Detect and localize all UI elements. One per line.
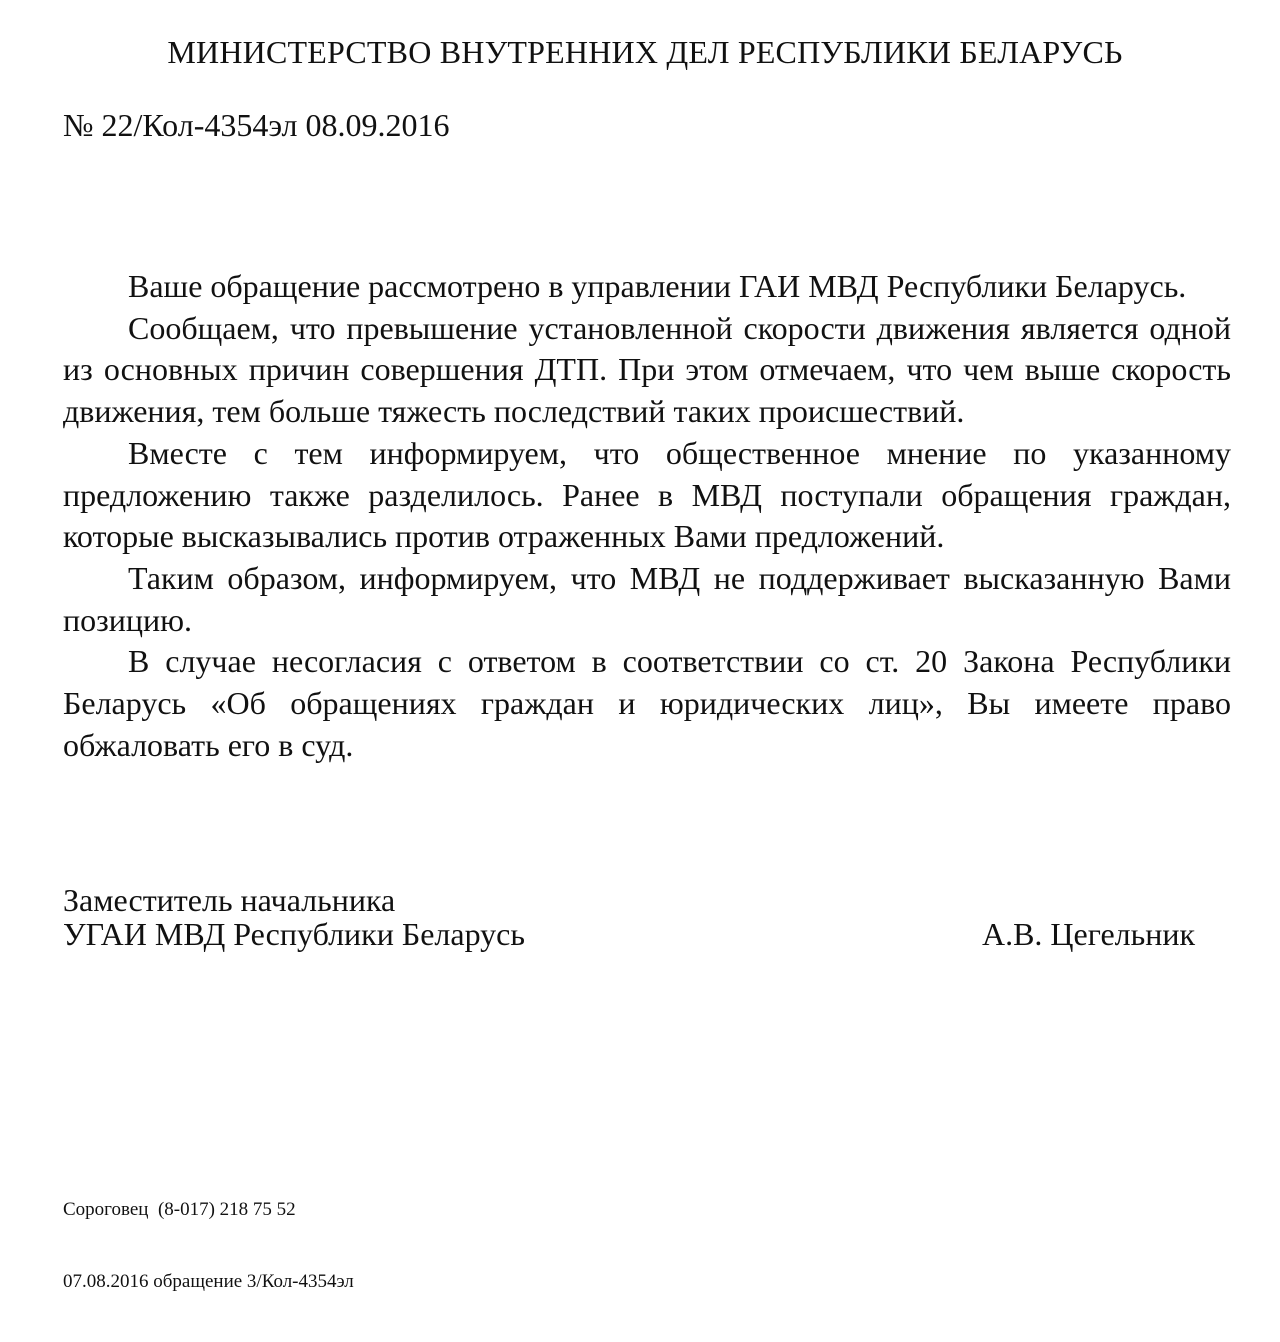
document-number-date: № 22/Кол-4354эл 08.09.2016 (63, 107, 450, 143)
paragraph-appeal-rights: В случае несогласия с ответом в соответствии со ст. 20 Закона Республики Беларусь «Об обращениях граждан и юридических лиц», Вы имеете право обжаловать его в суд. (63, 643, 1231, 763)
footer-notes (63, 1150, 354, 1342)
ministry-header: МИНИСТЕРСТВО ВНУТРЕННИХ ДЕЛ РЕСПУБЛИКИ БЕЛАРУСЬ (167, 34, 1123, 70)
reference-note: 07.08.2016 обращение 3/Кол-4354эл (63, 1271, 354, 1292)
signature-line (63, 917, 1203, 951)
signatory-name: А.В. Цегельник (981, 916, 1195, 952)
executor-contact: Сороговец (8-017) 218 75 52 (63, 1199, 296, 1220)
paragraph-public-opinion: Вместе с тем информируем, что общественное мнение по указанному предложению также разделилось. Ранее в МВД поступали обращения граждан, которые высказывались против отраженных Вами предложений. (63, 434, 1231, 555)
signatory-position-line1: Заместитель начальника (63, 882, 396, 918)
paragraph-speed: Сообщаем, что превышение установленной скорости движения является одной из основных причин совершения ДТП. При этом отмечаем, что чем выше скорость движения, тем больше тяжесть последствий таких происшествий. (63, 309, 1231, 430)
letter-body (63, 266, 1231, 766)
paragraph-intro: Ваше обращение рассмотрено в управлении ГАИ МВД Республики Беларусь. (128, 268, 1187, 304)
paragraph-conclusion: Таким образом, информируем, что МВД не поддерживает высказанную Вами позицию. (63, 559, 1231, 638)
signatory-position-line2: УГАИ МВД Республики Беларусь (63, 916, 525, 952)
signature-block (63, 883, 1203, 951)
